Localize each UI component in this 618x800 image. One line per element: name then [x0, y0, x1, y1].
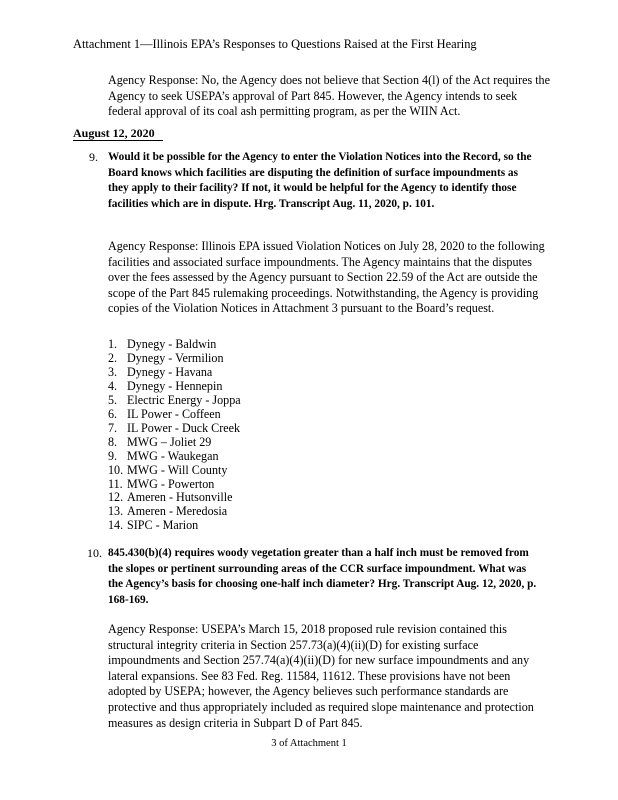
question-text: Would it be possible for the Agency to enter the Violation Notices into the Record, so the Board knows which facilities are disputing the definition of surface impoundments as they apply to their facility? If not, it would be helpful for the Agency to identify those facilities which are in dispute. Hrg. Transcript Aug. 11, 2020, p. 101.: [108, 151, 532, 210]
date-heading: August 12, 2020: [73, 127, 163, 141]
facility-name: MWG - Will County: [127, 462, 228, 477]
list-item-number: 5.: [108, 392, 118, 407]
facility-name: SIPC - Marion: [127, 518, 199, 533]
list-item: [108, 436, 241, 450]
list-item-number: 12.: [108, 490, 124, 505]
list-item: [108, 450, 241, 464]
list-item: [108, 338, 241, 352]
list-item-number: 1.: [108, 337, 118, 351]
list-item: [108, 366, 241, 380]
facility-name: IL Power - Coffeen: [127, 406, 221, 421]
list-item: [108, 505, 241, 519]
list-item: [108, 408, 241, 422]
agency-response-paragraph: Agency Response: Illinois EPA issued Violation Notices on July 28, 2020 to the following facilities and associated surface impoundments. The Agency maintains that the disputes over the fees assessed by the Agency pursuant to Section 22.59 of the Act are outside the scope of the Part 845 rulemaking proceedings. Notwithstanding, the Agency is providing copies of the Violation Notices in Attachment 3 pursuant to the Board’s request.: [108, 239, 545, 316]
agency-response-paragraph: Agency Response: No, the Agency does not believe that Section 4(l) of the Act requires the Agency to seek USEPA’s approval of Part 845. However, the Agency intends to seek federal approval of its coal ash permitting program, as per the WIIN Act.: [108, 73, 550, 119]
facility-name: Electric Energy - Joppa: [127, 392, 241, 407]
list-item-number: 14.: [108, 518, 124, 533]
agency-response-paragraph: Agency Response: USEPA’s March 15, 2018 proposed rule revision contained this structural integrity criteria in Section 257.73(a)(4)(ii)(D) for existing surface impoundments and Section 257.74(a)(4)(ii)(D) for new surface impoundments and any lateral expansions. See 83 Fed. Reg. 11584, 11612. These provisions have not been adopted by USEPA; however, the Agency believes such performance standards are protective and thus appropriately included as required slope maintenance and protection measures as design criteria in Subpart D of Part 845.: [108, 622, 534, 730]
question-9: [89, 150, 539, 212]
list-item-number: 4.: [108, 378, 118, 393]
facility-name: MWG - Waukegan: [127, 448, 219, 463]
page-footer: 3 of Attachment 1: [271, 738, 347, 749]
question-number: 10.: [87, 546, 102, 560]
facility-name: Ameren - Hutsonville: [127, 490, 233, 505]
list-item-number: 7.: [108, 420, 118, 435]
facility-name: Dynegy - Havana: [127, 364, 213, 379]
question-10: [89, 546, 539, 608]
list-item: [108, 464, 241, 478]
question-text: 845.430(b)(4) requires woody vegetation greater than a half inch must be removed from the slopes or pertinent surrounding areas of the CCR surface impoundment. What was the Agency’s basis for choosing one-half inch diameter? Hrg. Transcript Aug. 12, 2020, p. 168-169.: [108, 547, 537, 606]
facility-name: Dynegy - Hennepin: [127, 378, 223, 393]
facility-name: Dynegy - Baldwin: [127, 337, 217, 351]
list-item: [108, 519, 241, 533]
list-item-number: 3.: [108, 364, 118, 379]
list-item: [108, 394, 241, 408]
list-item: [108, 478, 241, 492]
facility-name: Dynegy - Vermilion: [127, 350, 224, 365]
list-item-number: 8.: [108, 434, 118, 449]
list-item-number: 13.: [108, 504, 124, 519]
list-item: [108, 352, 241, 366]
list-item: [108, 380, 241, 394]
list-item-number: 10.: [108, 462, 124, 477]
list-item-number: 6.: [108, 406, 118, 421]
facility-name: MWG – Joliet 29: [127, 434, 212, 449]
question-number: 9.: [89, 150, 98, 164]
list-item: [108, 422, 241, 436]
facility-name: Ameren - Meredosia: [127, 504, 228, 519]
facility-name: IL Power - Duck Creek: [127, 420, 241, 435]
page-header-title: Attachment 1—Illinois EPA’s Responses to Questions Raised at the First Hearing: [73, 37, 477, 51]
list-item-number: 11.: [108, 476, 123, 491]
list-item-number: 9.: [108, 448, 118, 463]
list-item-number: 2.: [108, 350, 118, 365]
list-item: [108, 491, 241, 505]
facility-name: MWG - Powerton: [127, 476, 215, 491]
facility-list: [108, 338, 241, 533]
